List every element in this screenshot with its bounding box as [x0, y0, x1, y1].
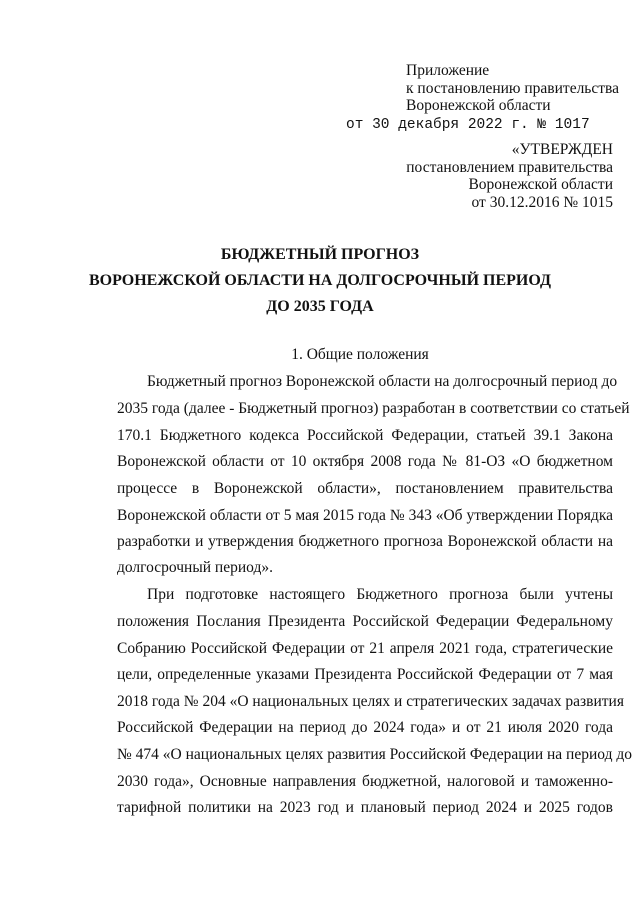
paragraph-2-line: тарифной политики на 2023 год и плановый период 2024 и 2025 годов	[117, 799, 613, 816]
paragraph-1-line: Воронежской области от 5 мая 2015 года № 343 «Об утверждении Порядка	[117, 507, 613, 524]
paragraph-1-line: долгосрочный период».	[117, 559, 273, 576]
appendix-line-2: к постановлению правительства	[406, 80, 620, 97]
paragraph-2-line: 2030 года», Основные направления бюджетной, налоговой и таможенно-	[117, 773, 613, 790]
paragraph-2-line: 2018 года № 204 «О национальных целях и стратегических задачах развития	[117, 693, 624, 710]
paragraph-2-line: При подготовке настоящего Бюджетного прогноза были учтены	[147, 586, 613, 603]
paragraph-2-line: Российской Федерации на период до 2024 года» и от 21 июля 2020 года	[117, 719, 613, 736]
approved-line-4: от 30.12.2016 № 1015	[471, 194, 613, 211]
section-heading: 1. Общие положения	[291, 346, 429, 363]
document-title-line-3: ДО 2035 ГОДА	[266, 298, 374, 315]
paragraph-2-line: положения Послания Президента Российской Федерации Федеральному	[117, 613, 613, 630]
paragraph-2-line: № 474 «О национальных целях развития Российской Федерации на период до	[117, 746, 632, 763]
document-title-line-1: БЮДЖЕТНЫЙ ПРОГНОЗ	[220, 246, 420, 263]
paragraph-1-line: Бюджетный прогноз Воронежской области на долгосрочный период до	[147, 373, 618, 390]
paragraph-1-line: 2035 года (далее - Бюджетный прогноз) разработан в соответствии со статьей	[117, 400, 630, 417]
document-title-line-2: ВОРОНЕЖСКОЙ ОБЛАСТИ НА ДОЛГОСРОЧНЫЙ ПЕРИОД	[88, 272, 552, 289]
approved-line-1: «УТВЕРЖДЕН	[511, 141, 613, 158]
appendix-line-3: Воронежской области	[406, 97, 551, 114]
paragraph-1-line: 170.1 Бюджетного кодекса Российской Федерации, статьей 39.1 Закона	[117, 427, 613, 444]
paragraph-1-line: разработки и утверждения бюджетного прогноза Воронежской области на	[117, 533, 613, 550]
approved-line-3: Воронежской области	[468, 176, 613, 193]
appendix-date-stamp: от 30 декабря 2022 г. № 1017	[346, 117, 590, 133]
paragraph-1-line: Воронежской области от 10 октября 2008 года № 81-ОЗ «О бюджетном	[117, 453, 613, 470]
paragraph-2-line: Собранию Российской Федерации от 21 апреля 2021 года, стратегические	[117, 640, 613, 657]
paragraph-2-line: цели, определенные указами Президента Российской Федерации от 7 мая	[117, 666, 613, 683]
approved-line-2: постановлением правительства	[406, 159, 613, 176]
paragraph-1-line: процессе в Воронежской области», постановлением правительства	[117, 480, 613, 497]
appendix-line-1: Приложение	[406, 62, 490, 79]
